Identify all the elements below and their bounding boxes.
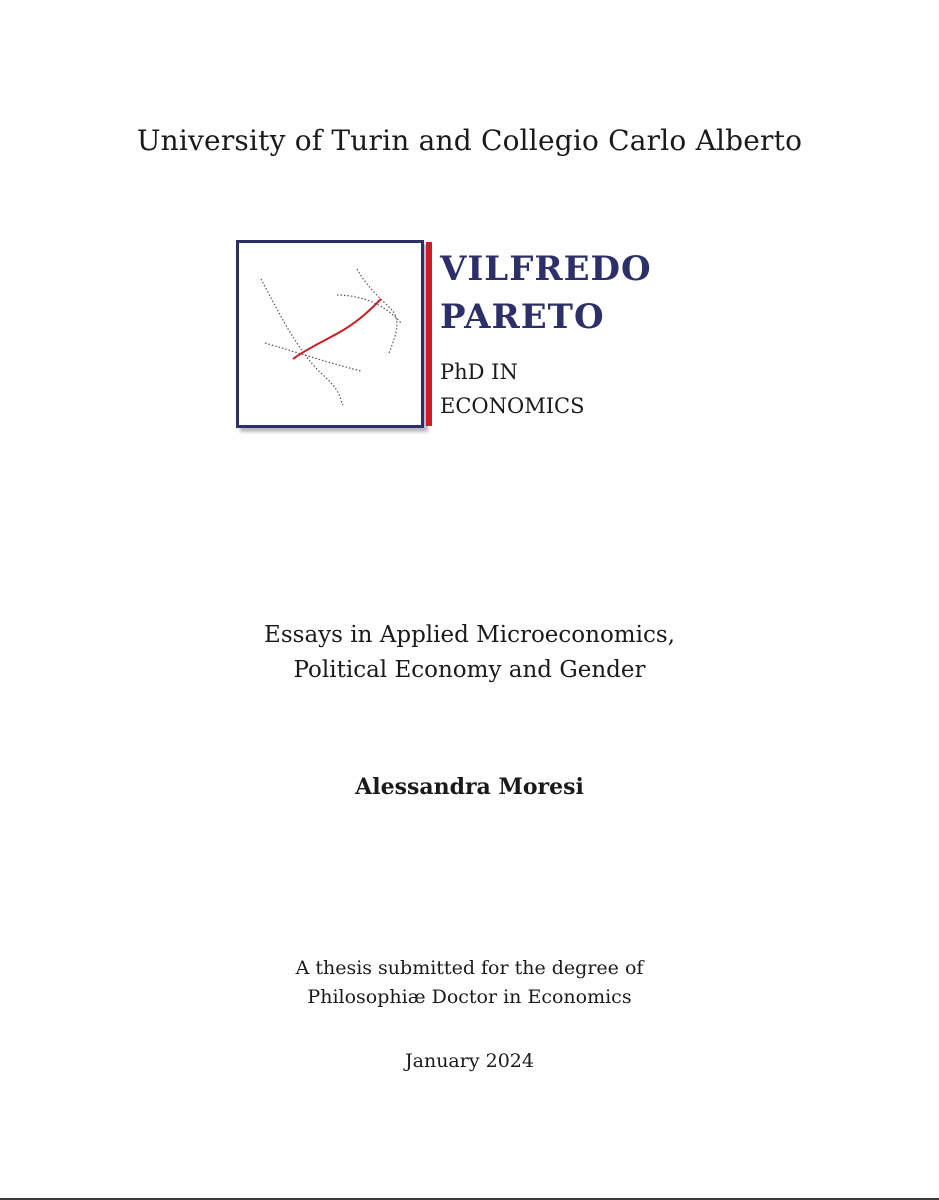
logo-program-line2: ECONOMICS — [440, 394, 585, 418]
university-name: University of Turin and Collegio Carlo Alberto — [136, 124, 803, 157]
logo-dotted-curve-1 — [261, 279, 343, 405]
logo-emblem-box — [236, 240, 424, 428]
vilfredo-pareto-logo — [236, 240, 676, 430]
thesis-title-line2: Political Economy and Gender — [293, 657, 646, 683]
logo-red-bar — [426, 242, 432, 426]
degree-statement-line1: A thesis submitted for the degree of — [295, 957, 644, 979]
author-name: Alessandra Moresi — [355, 774, 584, 800]
degree-statement — [0, 954, 939, 1012]
thesis-title-line1: Essays in Applied Microeconomics, — [264, 622, 675, 648]
logo-name-line2: PARETO — [440, 297, 605, 337]
degree-statement-line2: Philosophiæ Doctor in Economics — [307, 986, 632, 1008]
logo-red-curve — [293, 299, 381, 359]
logo-dotted-curve-4 — [357, 269, 397, 353]
logo-program-line1: PhD IN — [440, 360, 518, 384]
submission-date: January 2024 — [405, 1050, 534, 1072]
thesis-title — [0, 618, 939, 688]
logo-curves-graphic — [239, 243, 421, 425]
logo-name-line1: VILFREDO — [440, 249, 652, 289]
